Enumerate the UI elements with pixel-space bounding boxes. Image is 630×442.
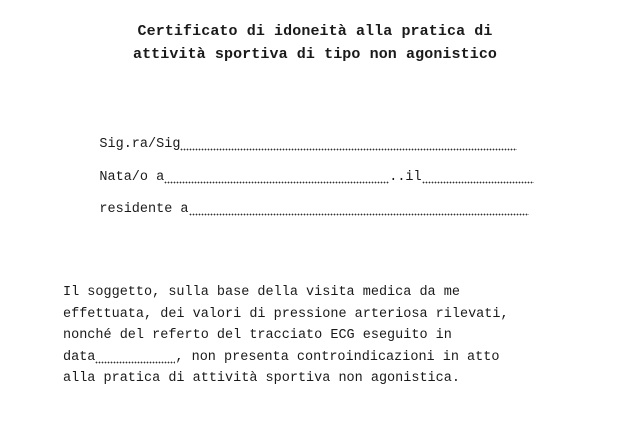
document-title	[0, 20, 630, 66]
residence-label: residente a	[99, 202, 189, 217]
body-line-4	[63, 347, 563, 369]
body-date-label: data	[63, 349, 96, 365]
body-line-3: nonché del referto del tracciato ECG eseguito in	[63, 328, 452, 343]
residence-blank-line	[189, 200, 529, 220]
residence-field	[67, 180, 529, 217]
body-line-5: alla pratica di attività sportiva non agonistica.	[63, 371, 460, 386]
body-line-1: Il soggetto, sulla base della visita medica da me	[63, 285, 460, 300]
birth-place-label: Nata/o a	[99, 170, 165, 185]
body-line-4-rest: , non presenta controindicazioni in atto	[175, 349, 500, 365]
birth-field	[67, 148, 534, 185]
name-label: Sig.ra/Sig	[99, 137, 181, 152]
birth-date-separator: ..il	[389, 170, 422, 185]
name-field	[67, 115, 517, 152]
title-line-2: attività sportiva di tipo non agonistico	[132, 46, 498, 63]
body-line-2: effettuata, dei valori di pressione arteriosa rilevati,	[63, 306, 509, 322]
certificate-body	[63, 282, 563, 390]
date-blank-line	[95, 347, 175, 369]
title-line-1: Certificato di idoneità alla pratica di	[137, 23, 493, 40]
